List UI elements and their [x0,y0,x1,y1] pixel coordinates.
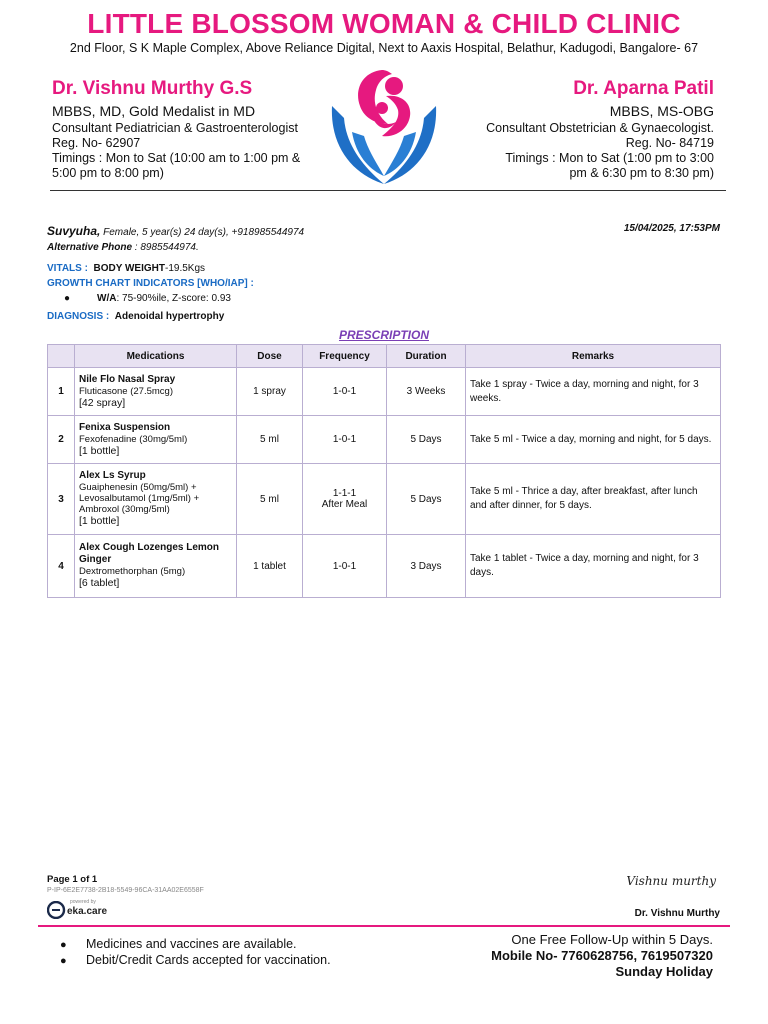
doctor-left-qualification: MBBS, MD, Gold Medalist in MD [52,103,256,119]
row-number: 1 [48,368,75,416]
doctor-left-timings-2: 5:00 pm to 8:00 pm) [52,166,164,180]
page-number: Page 1 of 1 [47,874,98,885]
diagnosis-value: Adenoidal hypertrophy [114,311,225,322]
header-dose: Dose [237,345,303,368]
doctor-signature: Vishnu murthy [626,874,716,888]
medication-generic: Fexofenadine (30mg/5ml) [79,433,188,445]
eka-care-brand: eka.care [67,906,108,917]
patient-name: Suvyuha, [47,224,101,238]
medication-cell [75,464,237,535]
alternative-phone-label: Alternative Phone [47,242,133,253]
frequency-cell [303,535,387,598]
bullet-icon: ● [60,939,67,951]
medication-quantity: [42 spray] [79,396,126,409]
footer-notes [60,937,331,969]
doctor-right-timings-1: Timings : Mon to Sat (1:00 pm to 3:00 [505,151,714,165]
table-row [48,535,721,598]
medication-generic: Guaiphenesin (50mg/5ml) + Levosalbutamol (1mg/5ml) + Ambroxol (30mg/5ml) [79,482,200,515]
header-medications: Medications [75,345,237,368]
frequency-cell [303,416,387,464]
frequency-note: After Meal [321,499,368,510]
header-divider [50,190,726,191]
medication-quantity: [1 bottle] [79,515,120,527]
follow-up-note: One Free Follow-Up within 5 Days. [511,932,713,947]
doctor-right-reg: Reg. No- 84719 [625,136,714,150]
medication-quantity: [1 bottle] [79,444,120,457]
diagnosis-row [47,311,224,322]
remarks-cell: Take 5 ml - Thrice a day, after breakfast, after lunch and after dinner, for 5 days. [466,464,721,535]
header-duration: Duration [387,345,466,368]
table-row [48,416,721,464]
growth-indicator-value: : 75-90%ile, Z-score: 0.93 [116,293,231,304]
growth-indicator-row [64,293,231,304]
table-row [48,464,721,535]
growth-indicator-key: W/A [97,293,117,304]
medication-cell [75,368,237,416]
footer-note-text: Debit/Credit Cards accepted for vaccination. [86,953,331,967]
remarks-cell: Take 5 ml - Twice a day, morning and night, for 5 days. [466,416,721,464]
clinic-address: 2nd Floor, S K Maple Complex, Above Reliance Digital, Next to Aaxis Hospital, Belathur, Kadugodi, Bangalore- 67 [69,41,699,55]
doctor-right-qualification: MBBS, MS-OBG [609,103,714,119]
signer-name: Dr. Vishnu Murthy [634,908,720,919]
doctor-left-block [52,78,332,181]
doctor-right-name: Dr. Aparna Patil [573,78,714,99]
duration-cell: 5 Days [387,416,466,464]
medication-quantity: [6 tablet] [79,577,120,589]
medication-cell [75,535,237,598]
doctor-left-name: Dr. Vishnu Murthy G.S [52,78,253,99]
diagnosis-label: DIAGNOSIS : [47,311,110,322]
prescription-title: PRESCRIPTION [338,328,429,342]
doctor-right-block [444,78,714,181]
frequency-cell [303,464,387,535]
duration-cell: 3 Weeks [387,368,466,416]
vitals-label: VITALS : [47,263,88,274]
footer-note-text: Medicines and vaccines are available. [86,937,297,951]
header-frequency: Frequency [303,345,387,368]
doctor-left-timings-1: Timings : Mon to Sat (10:00 am to 1:00 pm & [52,151,301,165]
dose-cell: 5 ml [237,464,303,535]
visit-date: 15/04/2025, 17:53PM [623,223,720,234]
medication-name: Nile Flo Nasal Spray [79,373,176,385]
header-number [48,345,75,368]
duration-cell: 3 Days [387,535,466,598]
dose-cell: 5 ml [237,416,303,464]
doctor-left-specialty: Consultant Pediatrician & Gastroenterologist [52,121,298,135]
row-number: 3 [48,464,75,535]
frequency-value: 1-0-1 [332,386,357,397]
frequency-value: 1-0-1 [332,434,357,445]
row-number: 4 [48,535,75,598]
alternative-phone [47,242,199,253]
powered-by-label: powered by [70,899,96,905]
growth-chart-heading: GROWTH CHART INDICATORS [WHO/IAP] : [47,278,254,289]
holiday-note: Sunday Holiday [615,964,713,979]
vitals-row [47,263,205,274]
patient-info [47,224,304,238]
vitals-value: -19.5Kgs [164,263,206,274]
frequency-cell [303,368,387,416]
row-number: 2 [48,416,75,464]
header-remarks: Remarks [466,345,721,368]
growth-chart-label [47,278,254,289]
vitals-key: BODY WEIGHT [93,263,165,274]
frequency-value: 1-0-1 [332,560,357,572]
dose-cell: 1 tablet [237,535,303,598]
remarks-cell: Take 1 spray - Twice a day, morning and night, for 3 weeks. [466,368,721,416]
remarks-cell: Take 1 tablet - Twice a day, morning and night, for 3 days. [466,535,721,598]
alternative-phone-value: : 8985544974. [132,242,199,253]
list-item [60,953,331,967]
prescription-table [47,344,721,598]
medication-name: Fenixa Suspension [79,421,171,433]
medication-name: Alex Cough Lozenges Lemon Ginger [79,542,220,565]
doctor-left-reg: Reg. No- 62907 [52,136,141,150]
table-row [48,368,721,416]
bullet-icon: ● [60,955,67,967]
prescription-header-row [48,345,721,368]
mobile-number: Mobile No- 7760628756, 7619507320 [491,948,713,963]
clinic-logo-icon [322,66,446,188]
doctor-right-specialty: Consultant Obstetrician & Gynaecologist. [486,121,714,135]
doctor-right-timings-2: pm & 6:30 pm to 8:30 pm) [569,166,714,180]
footer-divider [38,925,730,927]
patient-details: Female, 5 year(s) 24 day(s), +918985544974 [100,227,305,238]
footer-contact [491,932,713,979]
dose-cell: 1 spray [237,368,303,416]
medication-generic: Fluticasone (27.5mcg) [79,385,173,397]
medication-cell [75,416,237,464]
bullet-icon: ● [64,293,71,304]
medication-generic: Dextromethorphan (5mg) [79,566,186,577]
prescription-id: P-IP-6E2E7738-2B18-5549-96CA-31AA02E6558F [47,887,204,894]
list-item [60,937,331,951]
medication-name: Alex Ls Syrup [79,470,146,481]
frequency-value: 1-1-1 [332,488,357,499]
duration-cell: 5 Days [387,464,466,535]
clinic-name: LITTLE BLOSSOM WOMAN & CHILD CLINIC [87,8,681,39]
